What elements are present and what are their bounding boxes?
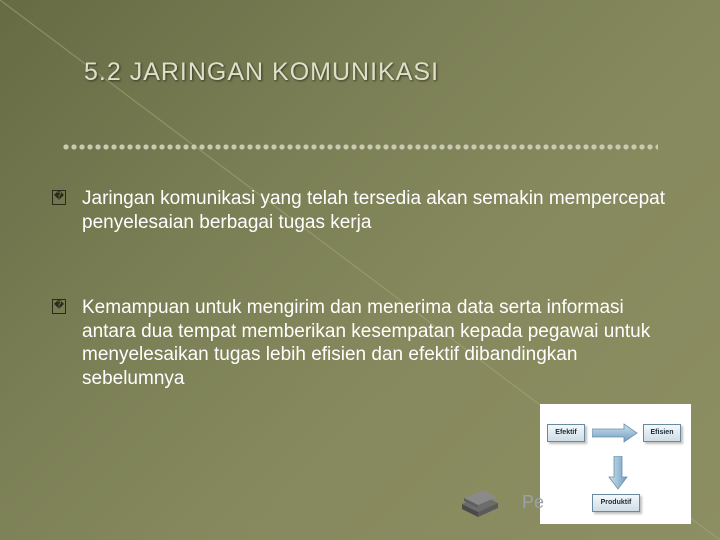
bullet-text-2: Kemampuan untuk mengirim dan menerima data serta informasi antara dua tempat memberikan kesempatan kepada pegawai untuk menyelesaikan tugas lebih efisien dan efektif dibandingkan sebelumnya: [82, 297, 651, 389]
footer-partial-label: Pe: [522, 492, 545, 512]
bullet-box-icon: �: [52, 190, 66, 205]
bullet-text-1: Jaringan komunikasi yang telah tersedia akan semakin mempercepat penyelesaian berbagai tugas kerja: [82, 188, 665, 233]
arrow-right-icon: [592, 423, 638, 443]
box-produktif: Produktif: [592, 494, 640, 512]
flow-diagram: [540, 404, 691, 524]
slide-title: 5.2 JARINGAN KOMUNIKASI: [84, 58, 440, 86]
box-efektif: Efektif: [547, 424, 585, 442]
arrow-down-icon: [608, 456, 628, 490]
bullet-box-icon: �: [52, 299, 66, 314]
dotted-divider: [62, 143, 658, 151]
stack-icon: [460, 487, 500, 519]
box-efisien: Efisien: [643, 424, 681, 442]
